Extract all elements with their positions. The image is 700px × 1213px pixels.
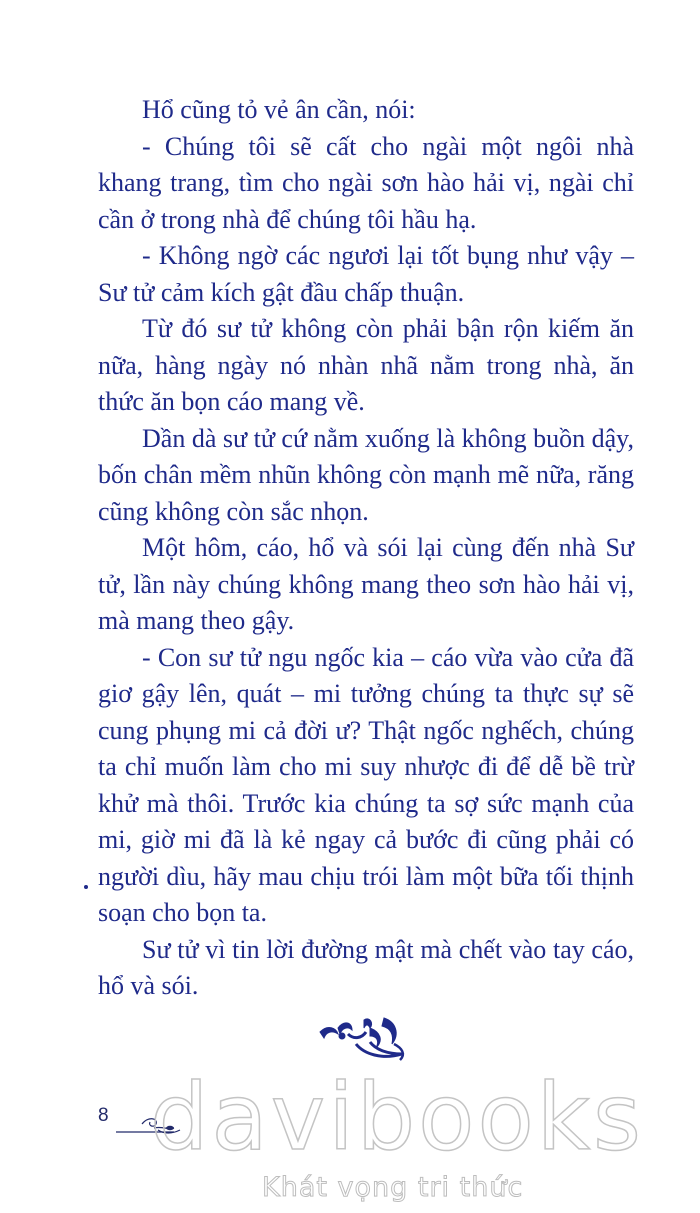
margin-mark [84,885,88,889]
paragraph: Từ đó sư tử không còn phải bận rộn kiếm ăn nữa, hàng ngày nó nhàn nhã nằm trong nhà, ăn thức ăn bọn cáo mang về. [98,314,634,416]
paragraph: Hổ cũng tỏ vẻ ân cần, nói: [142,95,416,124]
paragraph: - Chúng tôi sẽ cất cho ngài một ngôi nhà khang trang, tìm cho ngài sơn hào hải vị, ngài chỉ cần ở trong nhà để chúng tôi hầu hạ. [98,131,634,234]
paragraph: Sư tử vì tin lời đường mật mà chết vào tay cáo, hổ và sói. [98,934,634,1000]
story-text [98,92,634,1005]
watermark-tagline: Khát vọng tri thức [262,1172,524,1203]
floral-ornament-icon [318,1014,410,1062]
paragraph: - Con sư tử ngu ngốc kia – cáo vừa vào cửa đã giơ gậy lên, quát – mi tưởng chúng ta thực sự sẽ cung phụng mi cả đời ư? Thật ngốc nghếch, chúng ta chỉ muốn làm cho mi suy nhược đi để dễ bề trừ khử mà thôi. Trước kia chúng ta sợ sức mạnh của mi, giờ mi đã là kẻ ngay cả bước đi cũng phải có người dìu, hãy mau chịu trói làm một bữa tối thịnh soạn cho bọn ta. [98,642,634,927]
paragraph: Một hôm, cáo, hổ và sói lại cùng đến nhà Sư tử, lần này chúng không mang theo sơn hào hải vị, mà mang theo gậy. [98,533,634,635]
watermark-brand: davibooks [150,1064,644,1171]
paragraph: - Không ngờ các ngươi lại tốt bụng như vậy – Sư tử cảm kích gật đầu chấp thuận. [98,241,634,307]
page-number: 8 [98,1105,109,1126]
paragraph: Dần dà sư tử cứ nằm xuống là không buồn dậy, bốn chân mềm nhũn không còn mạnh mẽ nữa, răng cũng không còn sắc nhọn. [98,423,634,526]
